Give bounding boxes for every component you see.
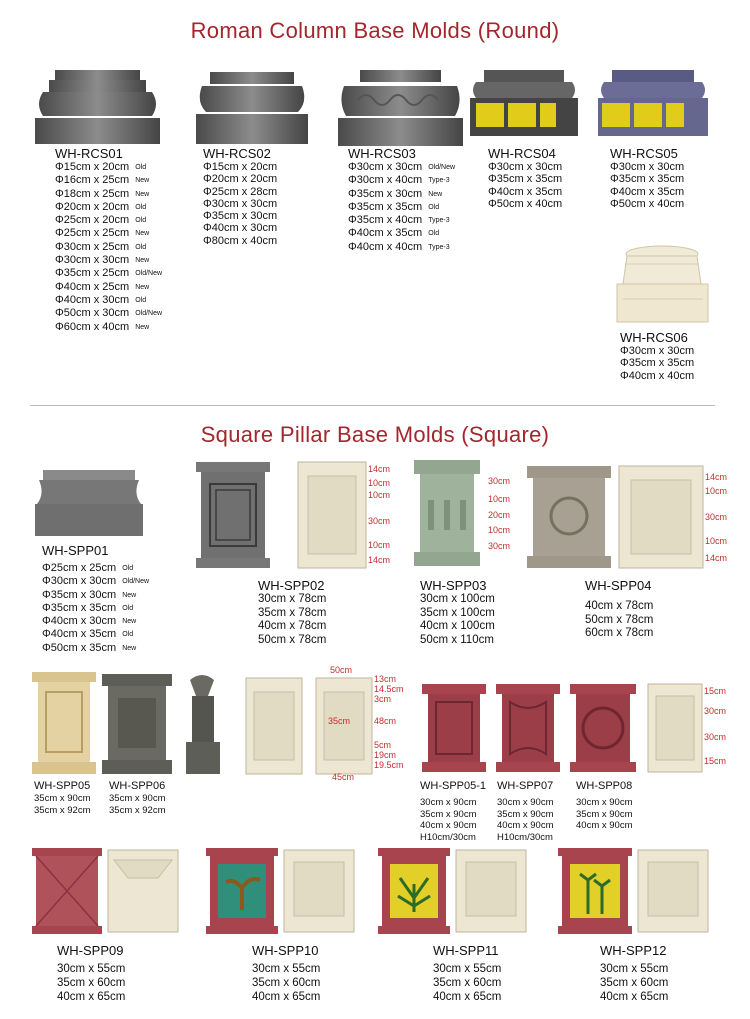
svg-text:19cm: 19cm	[374, 750, 397, 760]
product-spp07	[497, 780, 554, 843]
spec-list	[109, 793, 166, 816]
spp04-dimensions	[705, 472, 727, 563]
square-section-title: Square Pillar Base Molds (Square)	[200, 422, 550, 447]
spec-row: Φ30cm x 30cm New	[55, 254, 150, 267]
spec-row: Φ35cm x 25cm Old/New	[55, 267, 163, 280]
spec-row: 40cm x 100cm	[420, 620, 495, 632]
section-divider	[30, 405, 715, 406]
spec-row: Φ35cm x 30cm	[203, 210, 278, 223]
spec-list	[420, 593, 495, 647]
spec-row: 40cm x 65cm	[600, 991, 669, 1003]
product-code: WH-SPP12	[600, 943, 667, 958]
spec-row: 40cm x 90cm	[576, 820, 633, 831]
spec-list	[42, 562, 149, 655]
rcs04-image	[470, 70, 578, 138]
spec-row: 35cm x 90cm	[109, 793, 166, 804]
spec-row: Φ50cm x 40cm	[610, 197, 685, 210]
spec-row: 30cm x 90cm	[576, 797, 633, 808]
spec-row: Φ40cm x 40cm Type-3	[348, 240, 450, 253]
spp02-mold-image	[298, 462, 396, 568]
spec-row: Φ50cm x 35cm New	[42, 641, 137, 654]
svg-text:50cm: 50cm	[330, 665, 353, 675]
product-code: WH-RCS01	[55, 146, 123, 161]
product-rcs04	[488, 146, 562, 210]
svg-text:10cm: 10cm	[368, 490, 391, 500]
product-code: WH-SPP08	[576, 780, 633, 792]
product-spp08	[576, 780, 633, 832]
spec-row: 40cm x 65cm	[252, 991, 321, 1003]
svg-text:3cm: 3cm	[374, 694, 392, 704]
spec-row: 35cm x 100cm	[420, 606, 495, 619]
svg-text:10cm: 10cm	[368, 478, 391, 488]
spec-row: 35cm x 90cm	[34, 793, 91, 804]
spec-row: 30cm x 90cm	[497, 797, 554, 808]
spec-list	[497, 797, 554, 843]
spec-row: Φ40cm x 30cm Old	[55, 293, 147, 306]
spec-row: Φ80cm x 40cm	[203, 234, 278, 247]
svg-text:15cm: 15cm	[704, 756, 727, 766]
spec-row: Φ40cm x 35cm Old	[348, 227, 440, 240]
product-spp02	[258, 578, 326, 647]
spec-row: Φ15cm x 20cm	[203, 161, 278, 173]
spec-row: 60cm x 78cm	[585, 627, 654, 639]
spec-row: Φ30cm x 30cm	[488, 161, 563, 173]
spec-row: Φ30cm x 25cm Old	[55, 240, 147, 253]
product-spp10	[252, 943, 320, 1004]
product-code: WH-SPP01	[42, 543, 109, 558]
rcs05-image	[598, 70, 708, 138]
product-code: WH-SPP11	[433, 943, 499, 958]
product-code: WH-SPP06	[109, 780, 166, 792]
product-code: WH-RCS02	[203, 146, 271, 161]
spec-row: 35cm x 60cm	[600, 977, 669, 989]
svg-text:10cm: 10cm	[368, 540, 391, 550]
spp05-1-spp07-spp08-images	[422, 684, 726, 774]
product-spp05-1	[420, 780, 486, 843]
spp02-pillar-image	[196, 462, 270, 568]
product-spp09	[57, 943, 125, 1004]
spec-row: 35cm x 60cm	[433, 977, 502, 989]
spec-row: 30cm x 90cm	[420, 797, 477, 808]
product-code: WH-SPP05	[34, 780, 91, 792]
rcs06-image	[615, 244, 710, 324]
spec-list	[348, 161, 455, 254]
spec-row: Φ35cm x 40cm Type-3	[348, 214, 450, 227]
spec-row: Φ20cm x 20cm	[203, 173, 278, 186]
product-spp12	[600, 943, 668, 1004]
product-code: WH-RCS06	[620, 330, 688, 345]
product-code: WH-SPP07	[497, 780, 554, 792]
svg-text:14cm: 14cm	[705, 553, 728, 563]
spec-row: 30cm x 78cm	[258, 593, 327, 605]
spec-row: 35cm x 90cm	[576, 808, 633, 820]
spec-row: Φ40cm x 30cm	[203, 222, 278, 235]
product-code: WH-SPP02	[258, 578, 325, 593]
spec-row: Φ35cm x 30cm New	[42, 588, 137, 601]
svg-text:5cm: 5cm	[374, 740, 392, 750]
product-code: WH-RCS05	[610, 146, 678, 161]
spec-row: Φ30cm x 30cm Old/New	[348, 161, 456, 173]
spec-row: H10cm/30cm	[420, 831, 476, 843]
spec-row: 35cm x 90cm	[420, 808, 477, 820]
spec-row: 40cm x 78cm	[585, 600, 654, 612]
spec-row: Φ40cm x 40cm	[620, 369, 695, 382]
spec-row: 50cm x 110cm	[420, 633, 494, 646]
spec-row: Φ30cm x 30cm	[620, 345, 695, 357]
spec-row: Φ40cm x 30cm New	[42, 615, 137, 628]
product-spp01	[42, 543, 149, 655]
spec-row: Φ40cm x 25cm New	[55, 280, 150, 293]
product-spp11	[433, 943, 501, 1004]
spp03-dimensions	[488, 476, 510, 551]
spec-row: Φ40cm x 35cm	[488, 185, 563, 198]
spec-row: 30cm x 55cm	[600, 963, 669, 975]
spec-list	[57, 962, 125, 1004]
rcs02-image	[192, 72, 312, 147]
svg-text:10cm: 10cm	[488, 525, 511, 535]
spec-list	[585, 600, 653, 641]
svg-text:10cm: 10cm	[705, 536, 728, 546]
svg-text:13cm: 13cm	[374, 674, 397, 684]
spp04-images	[527, 466, 737, 570]
spp03-images	[414, 460, 538, 568]
svg-text:14.5cm: 14.5cm	[374, 684, 404, 694]
rcs03-image	[338, 70, 463, 146]
spec-list	[55, 161, 162, 334]
spec-row: Φ20cm x 20cm Old	[55, 200, 147, 213]
svg-text:30cm: 30cm	[704, 706, 727, 716]
spec-row: 40cm x 78cm	[258, 620, 327, 632]
svg-text:15cm: 15cm	[704, 686, 727, 696]
svg-text:30cm: 30cm	[368, 516, 391, 526]
spec-row: Φ30cm x 40cm Type-3	[348, 174, 450, 187]
product-code: WH-SPP10	[252, 943, 319, 958]
spec-row: 40cm x 65cm	[433, 991, 502, 1003]
spec-row: Φ50cm x 30cm Old/New	[55, 307, 163, 320]
spp08-dimensions	[704, 686, 726, 766]
spec-row: Φ60cm x 40cm New	[55, 320, 150, 333]
spec-row: 35cm x 78cm	[258, 606, 327, 619]
product-code: WH-SPP04	[585, 578, 652, 593]
spec-row: 30cm x 55cm	[57, 963, 126, 975]
spec-row: 30cm x 55cm	[433, 963, 502, 975]
spec-row: 40cm x 90cm	[420, 820, 477, 831]
svg-text:14cm: 14cm	[368, 464, 391, 474]
svg-text:14cm: 14cm	[705, 472, 728, 482]
product-rcs06	[620, 330, 694, 382]
spec-row: Φ15cm x 20cm Old	[55, 161, 147, 173]
svg-text:14cm: 14cm	[368, 555, 391, 565]
spec-row: 50cm x 78cm	[258, 633, 327, 646]
spec-row: 35cm x 60cm	[57, 977, 126, 989]
spec-row: 30cm x 100cm	[420, 593, 495, 605]
product-spp04	[585, 578, 653, 641]
spec-row: Φ35cm x 30cm New	[348, 187, 443, 200]
product-code: WH-RCS04	[488, 146, 556, 161]
svg-text:10cm: 10cm	[488, 494, 511, 504]
spec-row: Φ40cm x 35cm Old	[42, 628, 134, 641]
spec-row: Φ25cm x 28cm	[203, 185, 278, 198]
spec-list	[610, 161, 684, 210]
spec-list	[433, 962, 501, 1004]
spec-list	[34, 793, 91, 816]
spec-list	[600, 962, 668, 1004]
spec-row: Φ50cm x 40cm	[488, 197, 563, 210]
spec-row: Φ35cm x 35cm	[620, 357, 695, 370]
product-code: WH-SPP09	[57, 943, 124, 958]
svg-text:19.5cm: 19.5cm	[374, 760, 404, 770]
svg-text:35cm: 35cm	[328, 716, 351, 726]
svg-text:10cm: 10cm	[705, 486, 728, 496]
spec-row: Φ35cm x 35cm Old	[348, 200, 440, 213]
roman-section-title: Roman Column Base Molds (Round)	[190, 18, 560, 43]
svg-text:30cm: 30cm	[488, 541, 511, 551]
rcs01-image	[35, 70, 160, 145]
spec-row: Φ30cm x 30cm	[203, 197, 278, 210]
spec-row: Φ35cm x 35cm	[610, 173, 685, 186]
spec-row: Φ25cm x 25cm New	[55, 227, 150, 240]
spec-row: Φ18cm x 25cm New	[55, 187, 150, 200]
product-rcs03	[348, 146, 455, 254]
spec-row: 40cm x 90cm	[497, 820, 554, 831]
svg-text:30cm: 30cm	[704, 732, 727, 742]
spec-list	[203, 161, 277, 247]
product-code: WH-RCS03	[348, 146, 416, 161]
spec-list	[420, 797, 486, 843]
spec-row: 40cm x 65cm	[57, 991, 126, 1003]
product-code: WH-SPP05-1	[420, 780, 487, 792]
spec-row: 50cm x 78cm	[585, 613, 654, 626]
spec-row: 35cm x 92cm	[109, 804, 166, 816]
spec-list	[252, 962, 320, 1004]
spp01-image	[35, 470, 143, 536]
spec-row: Φ25cm x 25cm Old	[42, 562, 134, 574]
product-spp06	[109, 780, 166, 816]
product-spp05	[34, 780, 91, 816]
svg-text:30cm: 30cm	[488, 476, 511, 486]
spec-list	[620, 345, 694, 382]
spec-row: Φ16cm x 25cm New	[55, 174, 150, 187]
svg-text:20cm: 20cm	[488, 510, 511, 520]
svg-text:48cm: 48cm	[374, 716, 397, 726]
spec-row: Φ30cm x 30cm	[610, 161, 685, 173]
spec-row: 35cm x 92cm	[34, 804, 91, 816]
product-code: WH-SPP03	[420, 578, 487, 593]
spec-row: Φ40cm x 35cm	[610, 185, 685, 198]
spec-row: Φ35cm x 35cm Old	[42, 601, 134, 614]
spec-row: 35cm x 60cm	[252, 977, 321, 989]
spec-row: 35cm x 90cm	[497, 808, 554, 820]
product-rcs02	[203, 146, 277, 247]
spec-list	[576, 797, 633, 832]
product-rcs05	[610, 146, 684, 210]
spp05-spp06-images	[30, 665, 405, 782]
spec-row: Φ30cm x 30cm Old/New	[42, 575, 150, 588]
svg-text:30cm: 30cm	[705, 512, 728, 522]
spp02-dimensions	[368, 464, 390, 565]
spec-row: 30cm x 55cm	[252, 963, 321, 975]
spec-row: H10cm/30cm	[497, 831, 553, 843]
product-rcs01	[55, 146, 162, 334]
spp09-to-spp12-images	[28, 848, 728, 934]
spec-row: Φ25cm x 20cm Old	[55, 214, 147, 227]
product-spp03	[420, 578, 495, 647]
spec-list	[488, 161, 562, 210]
spec-row: Φ35cm x 35cm	[488, 173, 563, 186]
svg-text:45cm: 45cm	[332, 772, 355, 782]
spec-list	[258, 593, 326, 647]
